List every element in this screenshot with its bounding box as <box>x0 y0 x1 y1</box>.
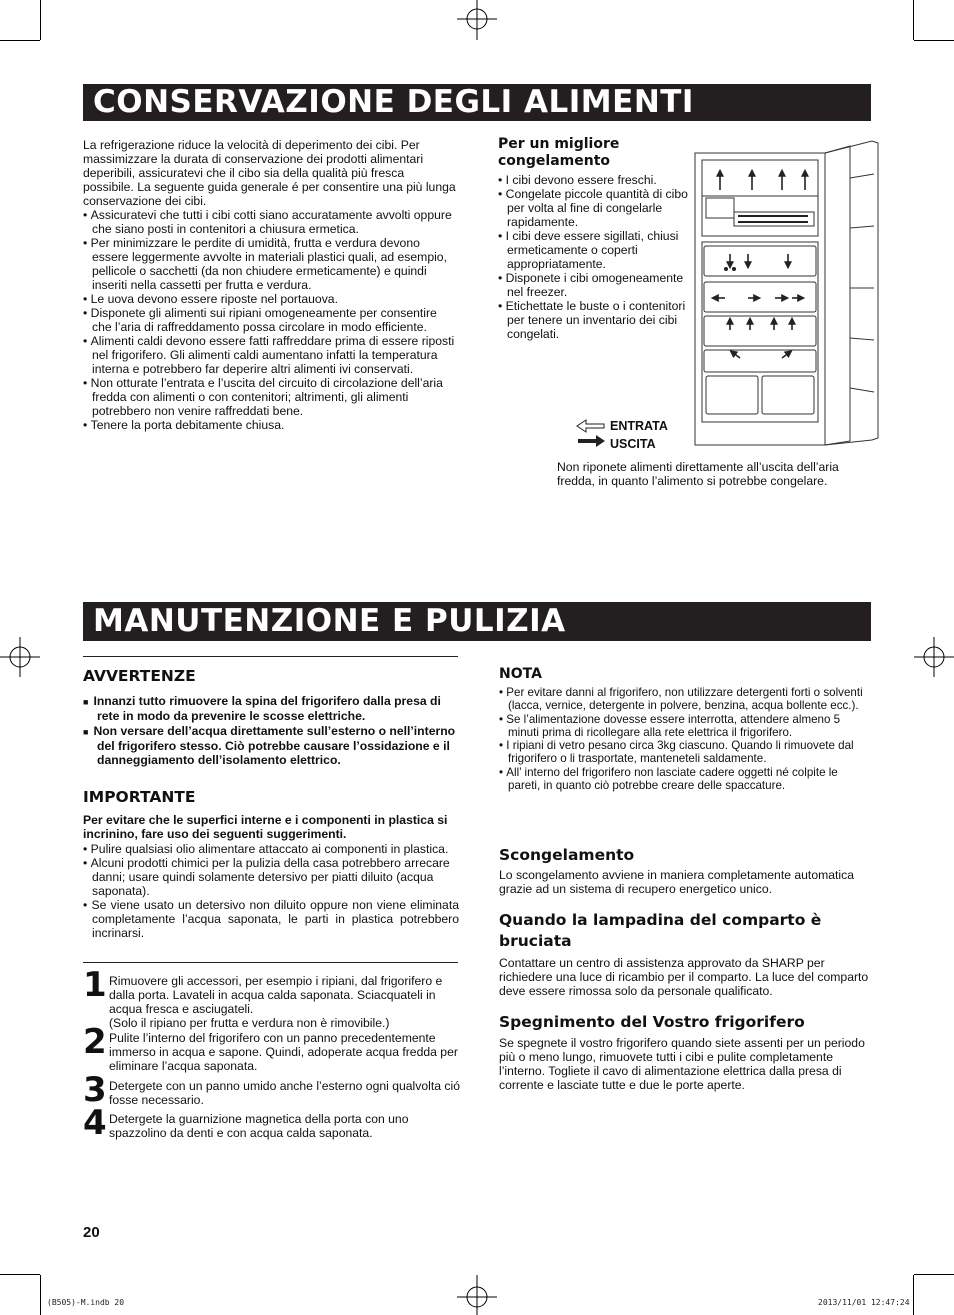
list-item: • Per minimizzare le perdite di umidità, frutta e verdura devono essere leggermente avvolte in materiali plastici quali, ad esempio, pellicole o sacchetti (da non chiudere ermeticamente) e quindi inseriti nella cassetti per frutta e verdura. <box>83 236 458 292</box>
footer-file-label: (B505)-M.indb 20 <box>47 1298 125 1307</box>
divider <box>83 656 458 657</box>
step-number: 2 <box>83 1022 107 1062</box>
step-number: 3 <box>83 1070 107 1110</box>
registration-mark-left <box>0 635 44 679</box>
list-item: • Congelate piccole quantità di cibo per volta al fine di congelarle rapidamente. <box>498 187 688 229</box>
section-title-food-storage: CONSERVAZIONE DEGLI ALIMENTI <box>83 84 871 121</box>
nota-title: NOTA <box>499 666 542 682</box>
freezer-tips-title: Per un migliore congelamento <box>498 136 620 169</box>
list-item: • All’ interno del frigorifero non lasciate cadere oggetti né colpite le pareti, in quanto ciò potrebbe creare delle spaccature. <box>499 766 869 793</box>
warnings-block <box>83 666 461 768</box>
registration-mark-right <box>910 635 954 679</box>
step-text: Detergete la guarnizione magnetica della porta con uno spazzolino da denti e con acqua calda saponata. <box>109 1112 409 1140</box>
list-item: • Le uova devono essere riposte nel portauova. <box>83 292 458 306</box>
warnings-list <box>83 694 461 767</box>
step-note: (Solo il ripiano per frutta e verdura non è rimovibile.) <box>109 1016 390 1030</box>
list-item: • Non otturate l’entrata e l’uscita del circuito di circolazione dell’aria fredda con alimenti o con contenitori; altrimenti, gli alimenti potrebbero non venire raffreddati bene. <box>83 376 458 418</box>
divider <box>83 962 458 963</box>
fridge-airflow-illustration <box>690 138 882 450</box>
list-item: ■ Non versare dell’acqua direttamente sull’esterno o nell’interno del frigorifero stesso. Ciò potrebbe causare l’ossidazione e il danneggiamento dell’isolamento elettrico. <box>83 724 461 767</box>
intro-paragraph: La refrigerazione riduce la velocità di deperimento dei cibi. Per massimizzare la durata di conservazione dei prodotti alimentari deperibili, assicuratevi che il cibo sia della qualità più fresca possibile. La seguente guida generale é per consentire una più lunga conservazione dei cibi. <box>83 138 456 208</box>
list-item: • Tenere la porta debitamente chiusa. <box>83 418 458 432</box>
step-number: 1 <box>83 965 107 1005</box>
page-number: 20 <box>83 1224 100 1241</box>
freezer-tips-list <box>498 173 688 341</box>
legend-inlet-label: ENTRATA <box>610 419 668 433</box>
list-item: • I cibi deve essere sigillati, chiusi ermeticamente o coperti appropriatamente. <box>498 229 688 271</box>
lamp-text: Contattare un centro di assistenza approvato da SHARP per richiedere una luce di ricambio per il comparto. La luce del comparto deve essere rimossa solo da personale qualificato. <box>499 956 869 998</box>
switch-off-text: Se spegnete il vostro frigorifero quando siete assenti per un periodo più o meno lungo, rimuovete tutti i cibi e pulite completamente l’interno. Togliete il cavo di alimentazione elettrica dalla presa di corrente e lasciate tutte e due le porte aperte. <box>499 1036 865 1092</box>
list-item: • Disponete i cibi omogeneamente nel freezer. <box>498 271 688 299</box>
lamp-block <box>499 910 869 998</box>
warnings-title: AVVERTENZE <box>83 667 196 685</box>
list-item: • Se viene usato un detersivo non diluito oppure non viene eliminata completamente l’acqua saponata, le parti in plastica potrebbero incrinarsi. <box>83 898 459 940</box>
legend-outlet-label: USCITA <box>610 437 656 451</box>
footer-timestamp: 2013/11/01 12:47:24 <box>818 1298 910 1307</box>
list-item: • Alcuni prodotti chimici per la pulizia della casa potrebbero arrecare danni; usare quindi solamente detersivo per piatti diluito (acqua saponata). <box>83 856 459 898</box>
step-text <box>109 974 461 1030</box>
important-lead: Per evitare che le superfici interne e i componenti in plastica si incrinino, fare uso dei seguenti suggerimenti. <box>83 813 448 841</box>
list-item: • Per evitare danni al frigorifero, non utilizzare detergenti forti o solventi (lacca, vernice, detergente in polvere, benzina, acqua bollente ecc.). <box>499 686 869 713</box>
crop-mark <box>0 40 40 41</box>
defrost-text: Lo scongelamento avviene in maniera completamente automatica grazie ad un sistema di recupero energetico unico. <box>499 868 854 896</box>
defrost-title: Scongelamento <box>499 846 635 864</box>
list-item: • Etichettate le buste o i contenitori per tenere un inventario dei cibi congelati. <box>498 299 688 341</box>
crop-mark <box>913 0 914 40</box>
crop-mark <box>913 1275 914 1315</box>
important-block <box>83 787 459 940</box>
nota-block <box>499 666 869 792</box>
list-item: • I cibi devono essere freschi. <box>498 173 688 187</box>
switch-off-title: Spegnimento del Vostro frigorifero <box>499 1013 805 1031</box>
step-instruction: Rimuovere gli accessori, per esempio i ripiani, dal frigorifero e dalla porta. Lavateli in acqua calda saponata. Sciacquateli in acqua fresca e asciugateli. <box>109 974 443 1016</box>
list-item: • Alimenti caldi devono essere fatti raffreddare prima di essere riposti nel frigorifero. Gli alimenti caldi aumentano infatti la temperatura interna e potrebbero far deperire altri alimenti ivi conservati. <box>83 334 458 376</box>
nota-list <box>499 686 869 792</box>
registration-mark-top <box>455 0 499 44</box>
important-title: IMPORTANTE <box>83 788 196 806</box>
lamp-title: Quando la lampadina del comparto è bruciata <box>499 911 822 950</box>
registration-mark-bottom <box>455 1271 499 1315</box>
list-item: • Assicuratevi che tutti i cibi cotti siano accuratamente avvolti oppure che siano posti in contenitori a chiusura ermetica. <box>83 208 458 236</box>
freezer-tips-block <box>498 136 688 341</box>
important-list <box>83 842 459 940</box>
airflow-legend <box>610 417 668 453</box>
step-number: 4 <box>83 1103 107 1143</box>
crop-mark <box>40 1275 41 1315</box>
defrost-block <box>499 845 869 896</box>
crop-mark <box>914 40 954 41</box>
step-text: Pulite l’interno del frigorifero con un panno precedentemente immerso in acqua e sapone. Quindi, adoperate acqua fredda per eliminare l’acqua saponata. <box>109 1031 458 1073</box>
list-item: ■ Innanzi tutto rimuovere la spina del frigorifero dalla presa di rete in modo da prevenire le scosse elettriche. <box>83 694 461 723</box>
list-item: • Pulire qualsiasi olio alimentare attaccato ai componenti in plastica. <box>83 842 459 856</box>
step-text: Detergete con un panno umido anche l’esterno ogni qualvolta ció fosse necessario. <box>109 1079 460 1107</box>
section-title-maintenance: MANUTENZIONE E PULIZIA <box>83 602 871 641</box>
list-item: • Disponete gli alimenti sui ripiani omogeneamente per consentire che l’aria di raffreddamento possa circolare in modo efficiente. <box>83 306 458 334</box>
airflow-legend-arrows <box>576 419 606 449</box>
food-storage-text <box>83 138 458 432</box>
crop-mark <box>914 1274 954 1275</box>
switch-off-block <box>499 1012 869 1092</box>
storage-tips-list <box>83 208 458 432</box>
list-item: • I ripiani di vetro pesano circa 3kg ciascuno. Quando li rimuovete dal frigorifero o li trasportate, manteneteli saldamente. <box>499 739 869 766</box>
illustration-caption: Non riponete alimenti direttamente all’uscita dell’aria fredda, in quanto l’alimento si potrebbe congelare. <box>557 460 839 488</box>
crop-mark <box>0 1274 40 1275</box>
crop-mark <box>40 0 41 40</box>
list-item: • Se l’alimentazione dovesse essere interrotta, attendere almeno 5 minuti prima di ricollegare alla rete elettrica il frigorifero. <box>499 713 869 740</box>
